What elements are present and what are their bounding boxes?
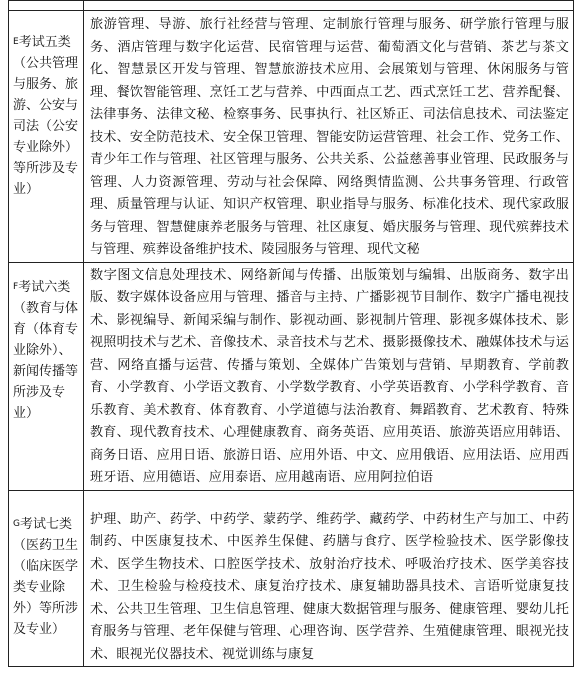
- majors-list: 护理、助产、药学、中药学、蒙药学、维药学、藏药学、中药材生产与加工、中药制药、中医康复技术、中医养生保健、药膳与食疗、医学检验技术、医学影像技术、医学生物技术、口腔医学技术、放射治疗技术、呼吸治疗技术、医学美容技术、卫生检验与检疫技术、康复治疗技术、康复辅助器具技术、言语听觉康复技术、公共卫生管理、卫生信息管理、健康大数据管理与服务、健康管理、婴幼儿托育服务与管理、老年保健与管理、心理咨询、医学营养、生殖健康管理、眼视光技术、眼视光仪器技术、视觉训练与康复: [84, 490, 574, 667]
- category-label: 考试五类（公共管理与服务、旅游、公安与司法（公安专业除外）等所涉及专业）: [13, 35, 79, 197]
- category-cell: [9, 11, 84, 263]
- category-letter: E: [13, 37, 19, 47]
- majors-list: 旅游管理、导游、旅行社经营与管理、定制旅行管理与服务、研学旅行管理与服务、酒店管理与数字化运营、民宿管理与运营、葡萄酒文化与营销、茶艺与茶文化、智慧景区开发与管理、智慧旅游技术应用、会展策划与管理、休闲服务与管理、餐饮智能管理、烹饪工艺与营养、中西面点工艺、西式烹饪工艺、营养配餐、法律事务、法律文秘、检察事务、民事执行、社区矫正、司法信息技术、司法鉴定技术、安全防范技术、安全保卫管理、智能安防运营管理、社会工作、党务工作、青少年工作与管理、社区管理与服务、公共关系、公益慈善事业管理、民政服务与管理、人力资源管理、劳动与社会保障、网络舆情监测、公共事务管理、行政管理、质量管理与认证、知识产权管理、职业指导与服务、标准化技术、现代家政服务与管理、智慧健康养老服务与管理、社区康复、婚庆服务与管理、现代殡葬技术与管理、殡葬设备维护技术、陵园服务与管理、现代文秘: [84, 11, 574, 263]
- table-row-top-fragment: [9, 1, 574, 11]
- table-row: [9, 11, 574, 263]
- category-letter: F: [13, 281, 19, 292]
- category-letter: G: [13, 518, 20, 529]
- category-label: 考试七类（医药卫生（临床医学类专业除外）等所涉及专业）: [13, 516, 79, 637]
- majors-table: [8, 0, 574, 667]
- majors-list: 数字图文信息处理技术、网络新闻与传播、出版策划与编辑、出版商务、数字出版、数字媒体设备应用与管理、播音与主持、广播影视节目制作、数字广播电视技术、影视编导、新闻采编与制作、影视动画、影视制片管理、影视多媒体技术、影视照明技术与艺术、音像技术、录音技术与艺术、摄影摄像技术、融媒体技术与运营、网络直播与运营、传播与策划、全媒体广告策划与营销、早期教育、学前教育、小学教育、小学语文教育、小学数学教育、小学英语教育、小学科学教育、音乐教育、美术教育、体育教育、小学道德与法治教育、舞蹈教育、艺术教育、特殊教育、现代教育技术、心理健康教育、商务英语、应用英语、旅游英语应用韩语、商务日语、应用日语、旅游日语、应用外语、中文、应用俄语、应用法语、应用西班牙语、应用德语、应用泰语、应用越南语、应用阿拉伯语: [84, 262, 574, 490]
- category-cell-empty: [9, 1, 84, 11]
- category-cell: [9, 490, 84, 667]
- category-cell: [9, 262, 84, 490]
- table-row: [9, 490, 574, 667]
- category-label: 考试六类（教育与体育（体育专业除外）、新闻传播等所涉及专业）: [13, 279, 79, 421]
- majors-cell-empty: [84, 1, 574, 11]
- table-row: [9, 262, 574, 490]
